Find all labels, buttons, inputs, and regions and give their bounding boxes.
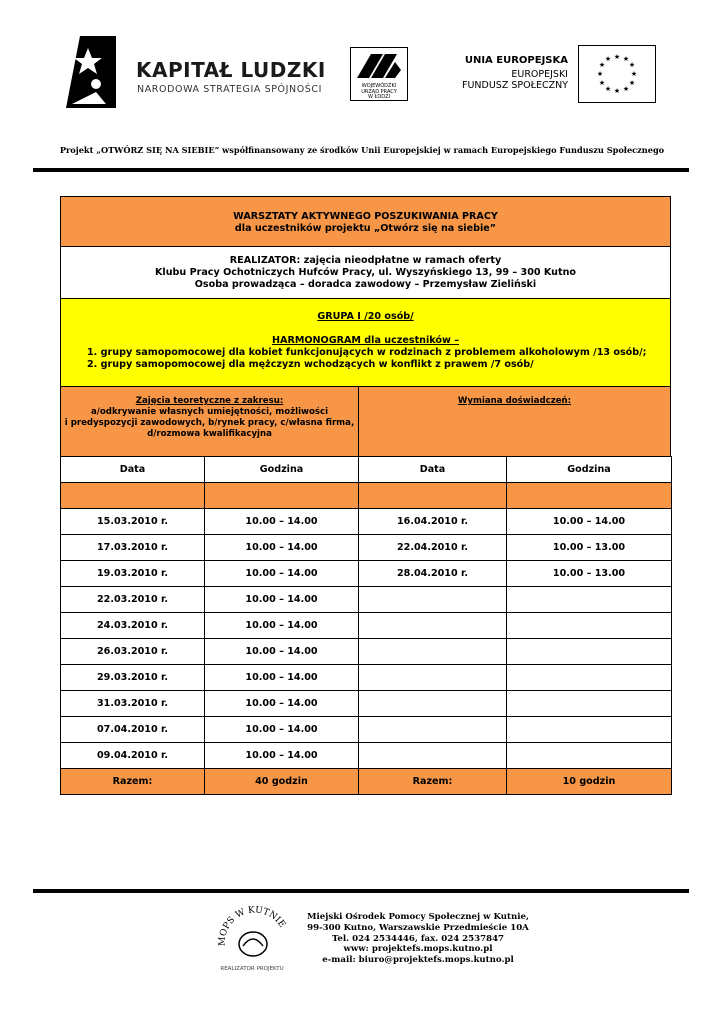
svg-text:★: ★ xyxy=(598,79,606,87)
footer-line: e-mail: biuro@projektefs.mops.kutno.pl xyxy=(322,955,514,966)
realizator-line-3: Osoba prowadząca – doradca zawodowy – Przemysław Zieliński xyxy=(194,279,537,290)
footer-address xyxy=(300,912,536,966)
date-cell: 22.03.2010 r. xyxy=(61,587,205,613)
mops-logo-caption: REALIZATOR PROJEKTU xyxy=(220,966,284,972)
svg-text:★: ★ xyxy=(596,70,604,78)
group-item-2: 2. grupy samopomocowej dla mężczyzn wchodzących w konflikt z prawem /7 osób/ xyxy=(87,359,534,370)
date-cell: 09.04.2010 r. xyxy=(61,743,205,769)
schedule-table xyxy=(60,196,671,795)
table-row xyxy=(61,743,672,769)
table-row xyxy=(61,665,672,691)
table-row xyxy=(61,717,672,743)
date-cell xyxy=(359,717,507,743)
topics-left-title: Zajęcia teoretyczne z zakresu: xyxy=(135,396,284,406)
group-label: GRUPA I /20 osób/ xyxy=(317,311,414,322)
group-item-1: 1. grupy samopomocowej dla kobiet funkcjonujących w rodzinach z problemem alkoholowym /13 osób/; xyxy=(87,347,647,358)
title-line-2: dla uczestników projektu „Otwórz się na siebie” xyxy=(234,223,497,234)
date-cell xyxy=(359,743,507,769)
date-cell xyxy=(359,691,507,717)
table-row xyxy=(61,613,672,639)
topics-right xyxy=(359,387,670,457)
wup-logo-text: WOJEWÓDZKI URZĄD PRACY W ŁODZI xyxy=(361,83,397,100)
time-cell xyxy=(507,717,672,743)
column-header: Data xyxy=(359,457,507,483)
time-cell xyxy=(507,587,672,613)
date-cell: 29.03.2010 r. xyxy=(61,665,205,691)
date-cell xyxy=(359,639,507,665)
date-cell: 31.03.2010 r. xyxy=(61,691,205,717)
realizator-line-2: Klubu Pracy Ochotniczych Hufców Pracy, ul. Wyszyńskiego 13, 99 – 300 Kutno xyxy=(154,267,577,278)
time-cell: 10.00 – 14.00 xyxy=(205,665,359,691)
table-row xyxy=(61,587,672,613)
date-cell: 28.04.2010 r. xyxy=(359,561,507,587)
time-cell: 10.00 – 14.00 xyxy=(205,691,359,717)
orange-band-row xyxy=(61,483,672,509)
column-header: Godzina xyxy=(507,457,672,483)
svg-text:★: ★ xyxy=(628,79,636,87)
time-cell xyxy=(507,639,672,665)
footer-divider xyxy=(33,889,689,893)
realizator-line-1: REALIZATOR: zajęcia nieodpłatne w ramach oferty xyxy=(229,255,502,266)
kapital-ludzki-title: KAPITAŁ LUDZKI xyxy=(136,58,326,82)
table-row xyxy=(61,691,672,717)
date-cell xyxy=(359,665,507,691)
table-row xyxy=(61,561,672,587)
footer-line: www: projektefs.mops.kutno.pl xyxy=(343,944,493,955)
svg-text:★: ★ xyxy=(622,55,630,63)
kapital-ludzki-logo-icon xyxy=(66,34,116,108)
ue-line-2: EUROPEJSKI xyxy=(511,69,568,80)
date-cell: 17.03.2010 r. xyxy=(61,535,205,561)
totals-row xyxy=(61,769,672,795)
footer-line: 99-300 Kutno, Warszawskie Przedmieście 10A xyxy=(307,922,529,933)
time-cell: 10.00 – 14.00 xyxy=(205,561,359,587)
time-cell: 10.00 – 14.00 xyxy=(205,717,359,743)
total-label: Razem: xyxy=(61,769,205,795)
time-cell: 10.00 – 14.00 xyxy=(205,613,359,639)
svg-text:★: ★ xyxy=(613,87,621,95)
mops-logo xyxy=(213,902,293,974)
time-cell xyxy=(507,743,672,769)
title-line-1: WARSZTATY AKTYWNEGO POSZUKIWANIA PRACY xyxy=(233,211,498,222)
date-cell: 16.04.2010 r. xyxy=(359,509,507,535)
date-cell: 19.03.2010 r. xyxy=(61,561,205,587)
column-header: Godzina xyxy=(205,457,359,483)
header-divider xyxy=(33,168,689,172)
date-cell xyxy=(359,613,507,639)
svg-text:★: ★ xyxy=(604,55,612,63)
time-cell: 10.00 – 14.00 xyxy=(205,587,359,613)
time-cell xyxy=(507,613,672,639)
kapital-ludzki-subtitle: NARODOWA STRATEGIA SPÓJNOŚCI xyxy=(137,84,323,95)
topics-left-line-2: i predyspozycji zawodowych, b/rynek pracy, c/własna firma, xyxy=(64,418,355,428)
time-cell: 10.00 – 14.00 xyxy=(507,509,672,535)
topics-left-line-1: a/odkrywanie własnych umiejętności, możliwości xyxy=(90,407,329,417)
column-header-row xyxy=(61,457,672,483)
topics-left-line-3: d/rozmowa kwalifikacyjna xyxy=(147,429,272,439)
time-cell: 10.00 – 14.00 xyxy=(205,743,359,769)
time-cell xyxy=(507,665,672,691)
group-section xyxy=(60,298,671,386)
topics-right-title: Wymiana doświadczeń: xyxy=(457,396,572,406)
ue-title: UNIA EUROPEJSKA xyxy=(464,55,568,66)
date-cell: 15.03.2010 r. xyxy=(61,509,205,535)
svg-text:★: ★ xyxy=(630,70,638,78)
footer-line: Tel. 024 2534446, fax. 024 2537847 xyxy=(331,933,505,944)
column-header: Data xyxy=(61,457,205,483)
svg-text:★: ★ xyxy=(613,53,621,61)
svg-text:★: ★ xyxy=(604,85,612,93)
mops-logo-text: MOPS W KUTNIE xyxy=(217,905,287,947)
time-cell xyxy=(507,691,672,717)
date-cell: 07.04.2010 r. xyxy=(61,717,205,743)
title-section xyxy=(60,196,671,246)
date-cell: 24.03.2010 r. xyxy=(61,613,205,639)
time-cell: 10.00 – 14.00 xyxy=(205,535,359,561)
footer-line: Miejski Ośrodek Pomocy Społecznej w Kutnie, xyxy=(307,912,529,922)
time-cell: 10.00 – 13.00 xyxy=(507,561,672,587)
table-row xyxy=(61,639,672,665)
date-cell xyxy=(359,587,507,613)
ue-line-3: FUNDUSZ SPOŁECZNY xyxy=(462,80,568,91)
time-cell: 10.00 – 14.00 xyxy=(205,509,359,535)
time-cell: 10.00 – 13.00 xyxy=(507,535,672,561)
eu-flag-icon xyxy=(578,45,656,103)
time-cell: 10.00 – 14.00 xyxy=(205,639,359,665)
date-cell: 26.03.2010 r. xyxy=(61,639,205,665)
schedule-grid xyxy=(60,456,672,795)
table-row xyxy=(61,509,672,535)
project-line: Projekt „OTWÓRZ SIĘ NA SIEBIE” współfinansowany ze środków Unii Europejskiej w ramach Europejskiego Funduszu Społecznego xyxy=(59,145,665,155)
svg-text:MOPS W KUTNIE xyxy=(218,905,287,946)
svg-text:★: ★ xyxy=(598,61,606,69)
total-value: 10 godzin xyxy=(507,769,672,795)
harmonogram-label: HARMONOGRAM dla uczestników – xyxy=(271,335,459,346)
realizator-section xyxy=(60,246,671,298)
svg-text:★: ★ xyxy=(622,85,630,93)
svg-text:★: ★ xyxy=(628,61,636,69)
table-row xyxy=(61,535,672,561)
date-cell: 22.04.2010 r. xyxy=(359,535,507,561)
total-value: 40 godzin xyxy=(205,769,359,795)
topics-left xyxy=(61,387,359,457)
topics-section xyxy=(60,386,671,456)
total-label: Razem: xyxy=(359,769,507,795)
